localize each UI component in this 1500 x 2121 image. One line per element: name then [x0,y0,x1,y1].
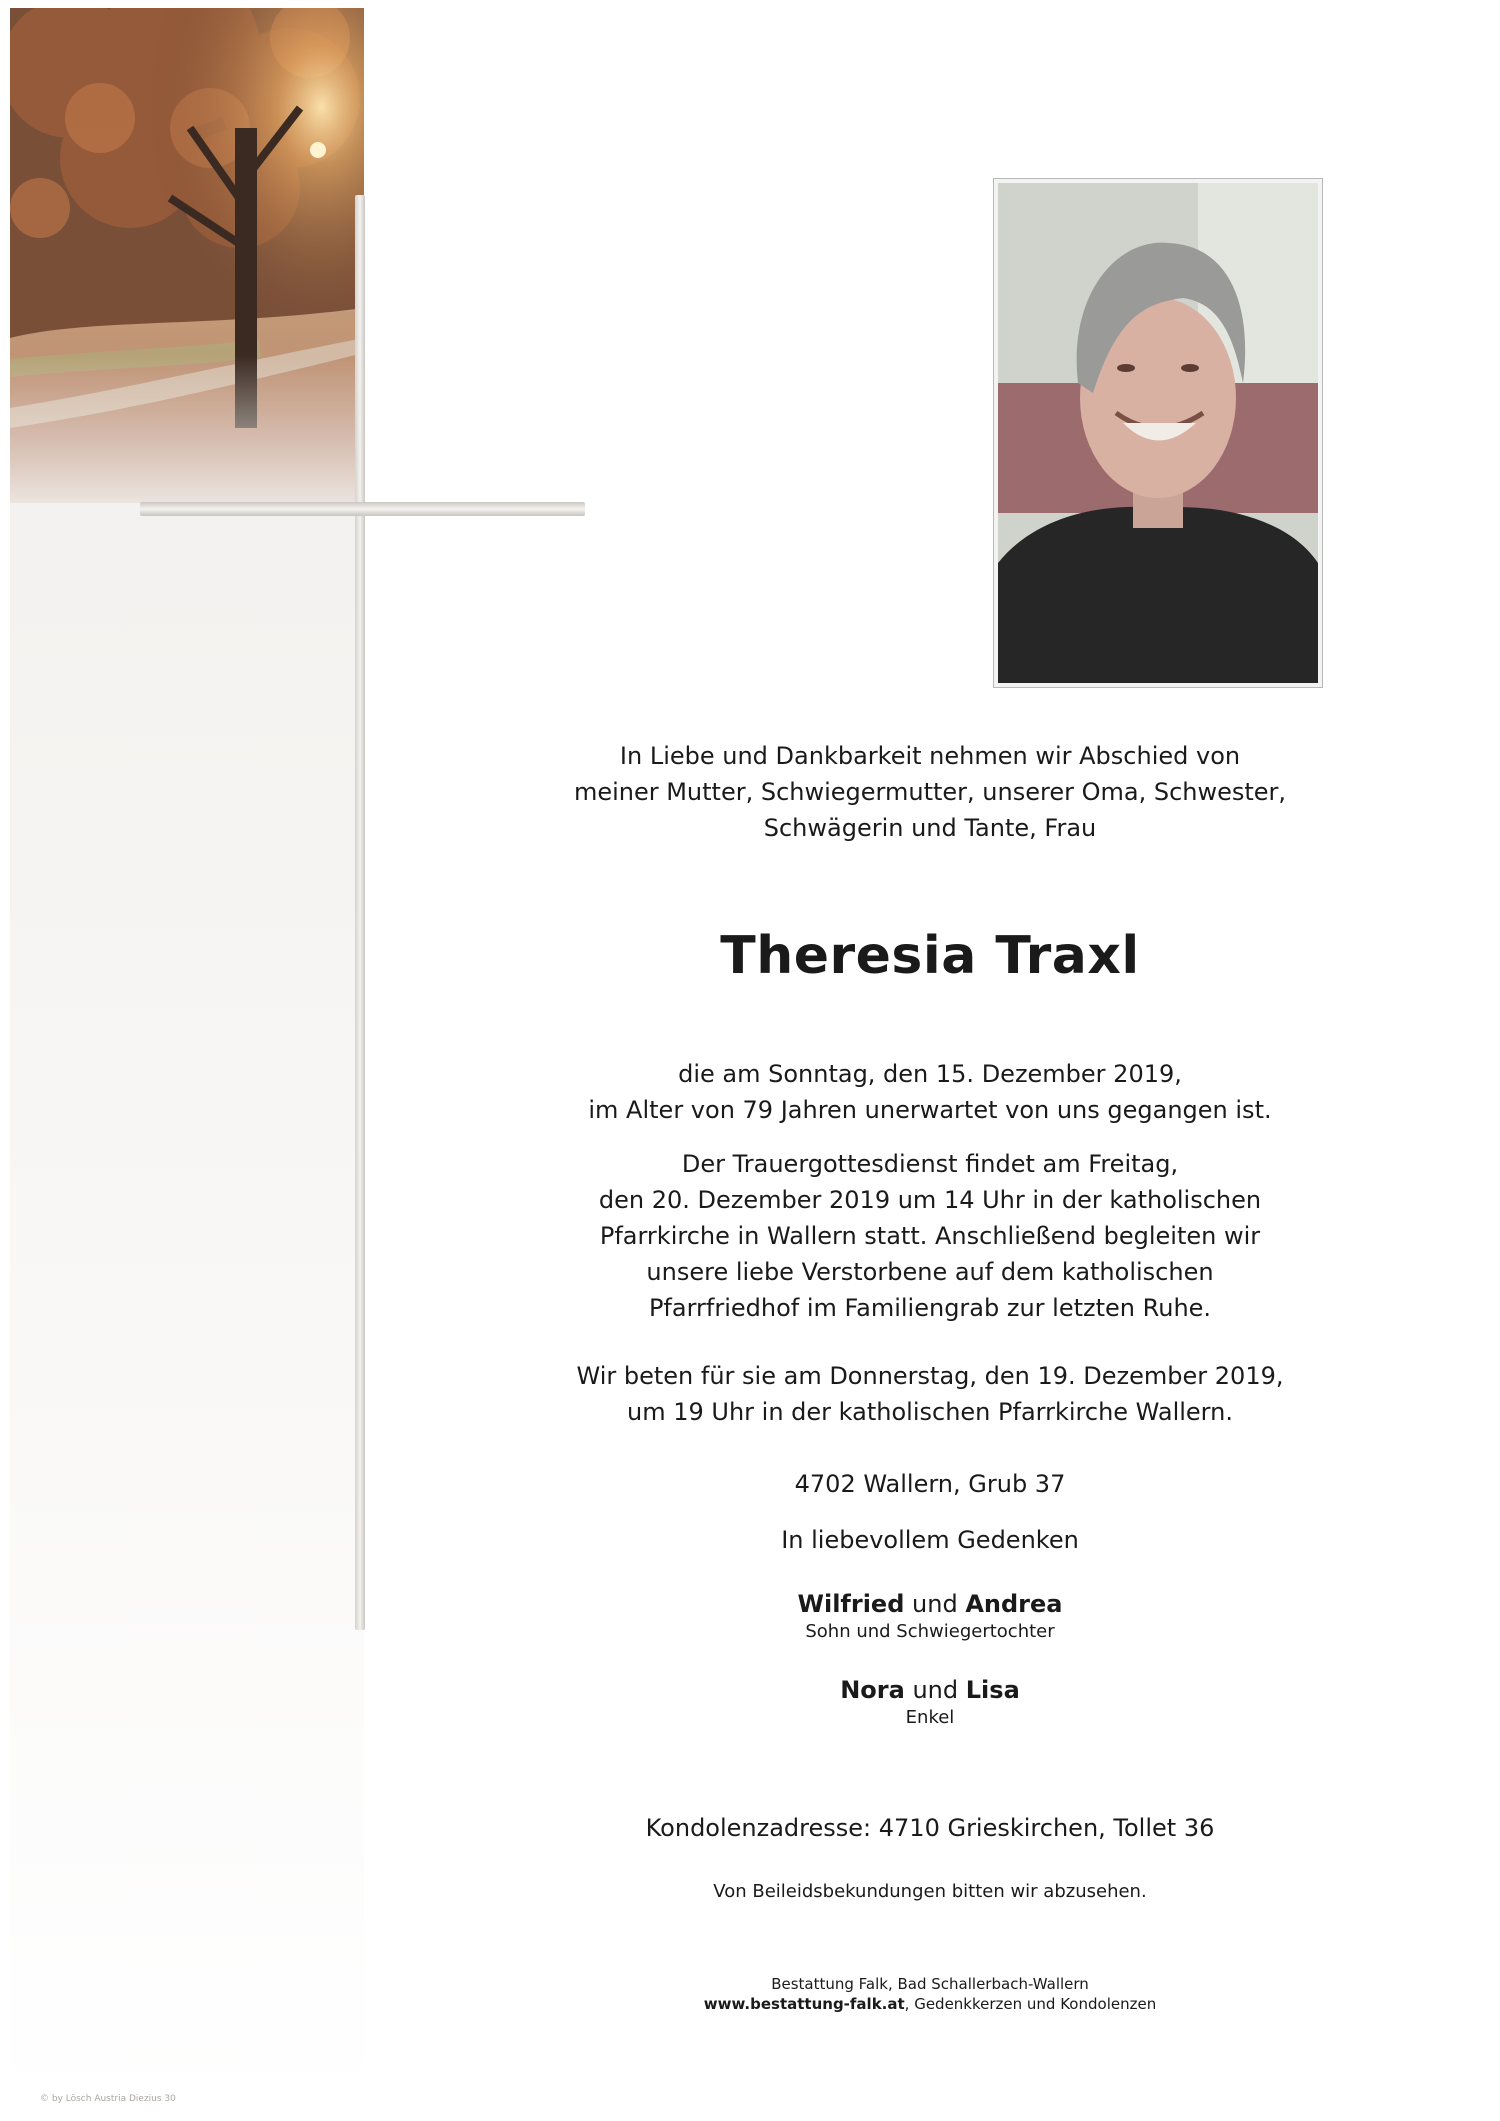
intro-line: meiner Mutter, Schwiegermutter, unserer Oma, Schwester, [573,778,1287,806]
home-address: 4702 Wallern, Grub 37 [794,1470,1066,1498]
death-paragraph [530,1056,1330,1128]
family-names [530,1588,1330,1620]
prayer-line: um 19 Uhr in der katholischen Pfarrkirche Wallern. [627,1398,1233,1426]
prayer-paragraph [530,1358,1330,1430]
family-relation: Sohn und Schwiegertochter [805,1621,1055,1642]
undertaker-web-line [530,1994,1330,2014]
autumn-tree-image [10,8,364,503]
undertaker-info [530,1974,1330,2014]
prayer-line: Wir beten für sie am Donnerstag, den 19. Dezember 2019, [576,1362,1284,1390]
death-line: die am Sonntag, den 15. Dezember 2019, [678,1060,1182,1088]
condolence-address: Kondolenzadresse: 4710 Grieskirchen, Tollet 36 [645,1814,1215,1842]
service-line: unsere liebe Verstorbene auf dem katholischen [646,1258,1214,1286]
service-line: Pfarrfriedhof im Familiengrab zur letzten Ruhe. [648,1294,1212,1322]
portrait-photo [998,183,1318,683]
memory-line: In liebevollem Gedenken [781,1526,1079,1554]
cross-vertical-bar [355,195,365,1630]
cross-horizontal-bar [140,502,585,516]
death-line: im Alter von 79 Jahren unerwartet von uns gegangen ist. [588,1096,1272,1124]
family-joiner: und [912,1590,958,1618]
family-joiner: und [912,1676,959,1704]
undertaker-website-link[interactable]: www.bestattung-falk.at [703,1995,905,2013]
family-relation: Enkel [905,1707,955,1728]
service-paragraph [530,1146,1330,1326]
no-condolence-note: Von Beileidsbekundungen bitten wir abzusehen. [713,1881,1147,1902]
service-line: Pfarrkirche in Wallern statt. Anschließend begleiten wir [599,1222,1261,1250]
family-member-name: Lisa [965,1676,1020,1704]
family-member-name: Andrea [965,1590,1063,1618]
intro-paragraph [530,738,1330,846]
intro-line: In Liebe und Dankbarkeit nehmen wir Abschied von [619,742,1241,770]
copyright-note: © by Lösch Austria Diezius 30 [40,2094,176,2104]
portrait-frame [993,178,1323,688]
intro-line: Schwägerin und Tante, Frau [763,814,1097,842]
undertaker-name: Bestattung Falk, Bad Schallerbach-Wallern [771,1975,1089,1993]
undertaker-website-suffix: , Gedenkkerzen und Kondolenzen [904,1995,1157,2013]
obituary-text [530,738,1330,2014]
family-names [530,1674,1330,1706]
family-member-name: Nora [840,1676,905,1704]
deceased-name: Theresia Traxl [720,926,1140,986]
service-line: Der Trauergottesdienst findet am Freitag, [681,1150,1179,1178]
service-line: den 20. Dezember 2019 um 14 Uhr in der katholischen [598,1186,1262,1214]
family-member-name: Wilfried [797,1590,905,1618]
